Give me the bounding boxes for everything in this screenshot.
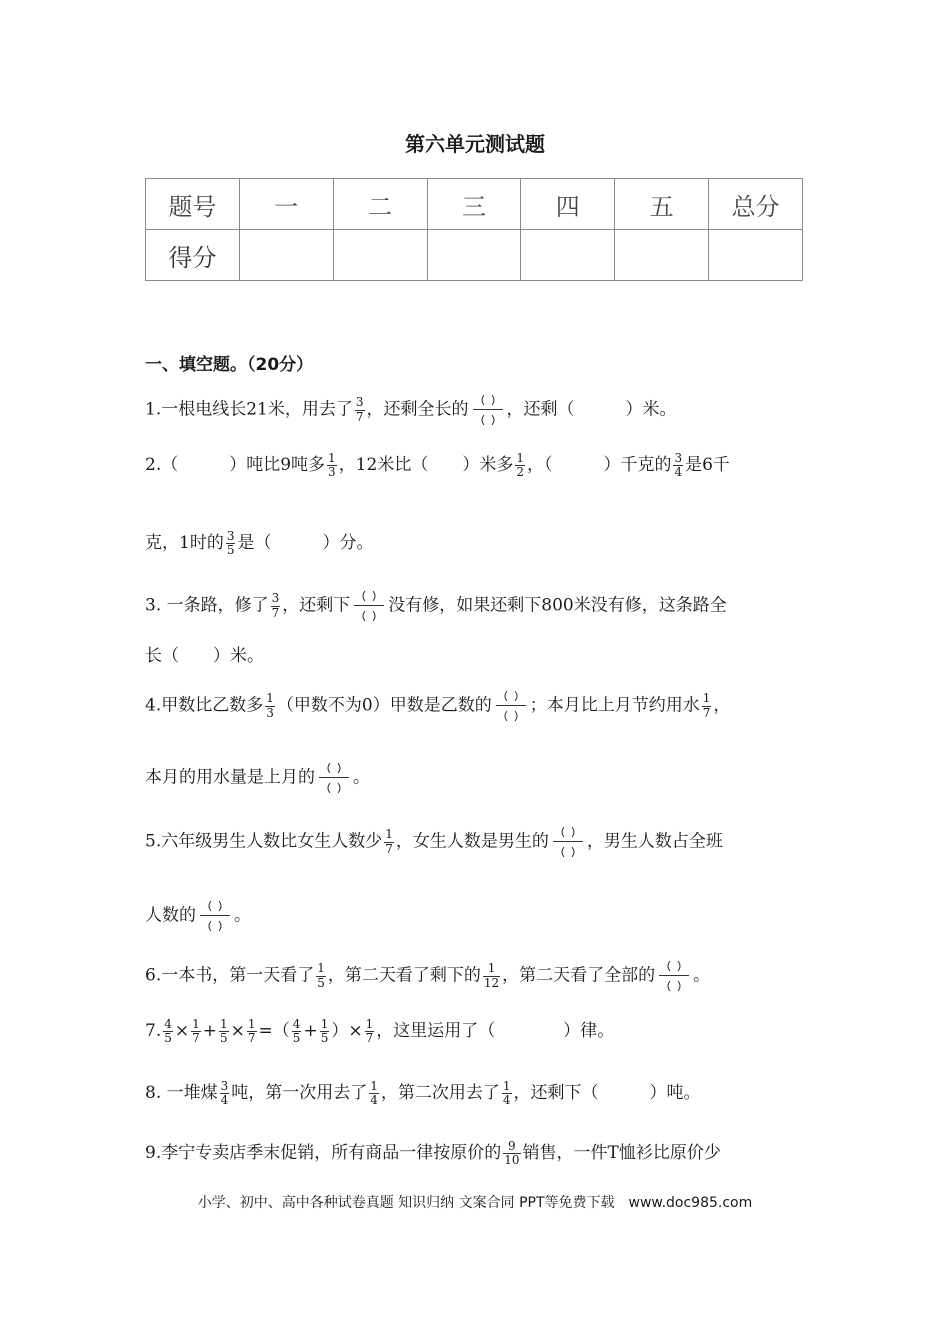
text: 。 xyxy=(693,965,711,986)
score-table-header-row xyxy=(146,179,803,230)
section-heading: 一、填空题。（20分） xyxy=(145,355,314,375)
fraction: $\frac{3}{4}$ xyxy=(220,1079,229,1108)
fraction: $\frac{1}{7}$ xyxy=(365,1017,374,1046)
text: 没有修，如果还剩下800米没有修，这条路全 xyxy=(388,595,727,616)
blank-fraction xyxy=(200,898,230,934)
text: ，男生人数占全班 xyxy=(586,831,723,852)
text: 是6千 xyxy=(685,455,730,476)
question-9 xyxy=(145,1140,721,1167)
fraction: $\frac{9}{10}$ xyxy=(504,1139,520,1168)
text: 是（ ）分。 xyxy=(237,533,374,554)
text: 。 xyxy=(353,767,370,788)
text: 7. xyxy=(145,1021,162,1042)
score-table-score-row xyxy=(146,230,803,281)
text: ） xyxy=(331,1021,349,1042)
question-5 xyxy=(145,824,723,860)
blank-fraction xyxy=(354,588,384,624)
blank-fraction xyxy=(473,392,503,428)
fraction: $\frac{1}{4}$ xyxy=(502,1079,511,1108)
question-4-cont xyxy=(145,760,370,796)
blank-fraction xyxy=(659,958,689,994)
score-cell xyxy=(521,230,615,281)
text: ，还剩下（ ）吨。 xyxy=(513,1083,701,1104)
text: 。 xyxy=(234,905,251,926)
text: ，第二天看了剩下的 xyxy=(327,965,481,986)
text: ，还剩全长的 xyxy=(366,399,469,420)
text: ，还剩（ ）米。 xyxy=(506,399,677,420)
text: ，（ ）千克的 xyxy=(526,455,672,476)
plus-sign: + xyxy=(202,1021,218,1042)
question-3 xyxy=(145,588,727,624)
fraction: $\frac{1}{5}$ xyxy=(220,1017,228,1046)
fraction: $\frac{1}{12}$ xyxy=(483,961,500,990)
question-7 xyxy=(145,1018,614,1045)
fraction: $\frac{3}{7}$ xyxy=(355,395,364,424)
page-title: 第六单元测试题 xyxy=(405,132,545,156)
text: 克，1时的 xyxy=(145,533,224,554)
score-cell xyxy=(709,230,803,281)
score-cell xyxy=(427,230,521,281)
text: ，女生人数是男生的 xyxy=(395,831,549,852)
fraction: $\frac{4}{5}$ xyxy=(164,1017,172,1046)
question-1 xyxy=(145,392,677,428)
text: 长（ ）米。 xyxy=(145,646,264,666)
text: ，第二次用去了 xyxy=(380,1083,500,1104)
fraction: $\frac{1}{7}$ xyxy=(247,1017,256,1046)
text: =（ xyxy=(258,1021,290,1042)
header-cell: 二 xyxy=(333,179,427,230)
text: 6.一本书，第一天看了 xyxy=(145,965,315,986)
plus-sign: + xyxy=(303,1021,318,1042)
text: 本月的用水量是上月的 xyxy=(145,767,315,788)
header-cell: 三 xyxy=(427,179,521,230)
question-4 xyxy=(145,688,730,724)
times-sign: × xyxy=(348,1021,363,1042)
text: 2.（ ）吨比9吨多 xyxy=(145,455,326,476)
text: 8. 一堆煤 xyxy=(145,1083,218,1104)
fraction: $\frac{3}{4}$ xyxy=(674,451,683,480)
row-label: 得分 xyxy=(146,230,240,281)
question-3-cont xyxy=(145,648,264,665)
fraction: $\frac{3}{7}$ xyxy=(271,591,280,620)
question-6 xyxy=(145,958,710,994)
fraction: $\frac{1}{7}$ xyxy=(702,691,711,720)
text: 吨，第一次用去了 xyxy=(231,1083,368,1104)
score-table xyxy=(145,178,803,281)
fraction: $\frac{1}{7}$ xyxy=(385,827,393,856)
fraction: $\frac{1}{5}$ xyxy=(320,1017,329,1046)
question-2 xyxy=(145,452,730,479)
header-cell: 四 xyxy=(521,179,615,230)
text: ，12米比（ ）米多 xyxy=(338,455,514,476)
text: 人数的 xyxy=(145,905,196,926)
footer: 小学、初中、高中各种试卷真题 知识归纳 文案合同 PPT等免费下载 www.doc985.com xyxy=(197,1195,753,1211)
text: ，还剩下 xyxy=(282,595,351,616)
times-sign: × xyxy=(230,1021,245,1042)
blank-fraction xyxy=(319,760,349,796)
text: （甲数不为0）甲数是乙数的 xyxy=(276,695,492,716)
fraction: $\frac{1}{3}$ xyxy=(328,451,336,480)
text: 4.甲数比乙数多 xyxy=(145,695,264,716)
fraction: $\frac{1}{4}$ xyxy=(370,1079,378,1108)
text: 5.六年级男生人数比女生人数少 xyxy=(145,831,383,852)
question-2-cont xyxy=(145,530,373,557)
fraction: $\frac{3}{5}$ xyxy=(226,529,235,558)
fraction: $\frac{4}{5}$ xyxy=(292,1017,301,1046)
fraction: $\frac{1}{3}$ xyxy=(266,691,274,720)
text: 销售，一件T恤衫比原价少 xyxy=(522,1143,721,1164)
header-cell: 题号 xyxy=(146,179,240,230)
question-5-cont xyxy=(145,898,251,934)
header-cell: 总分 xyxy=(709,179,803,230)
text: ，第二天看了全部的 xyxy=(502,965,656,986)
text: ，这里运用了（ ）律。 xyxy=(376,1021,615,1042)
score-cell xyxy=(333,230,427,281)
question-8 xyxy=(145,1080,701,1107)
header-cell: 五 xyxy=(615,179,709,230)
fraction: $\frac{1}{7}$ xyxy=(192,1017,200,1046)
text: 1.一根电线长21米，用去了 xyxy=(145,399,353,420)
score-cell xyxy=(239,230,333,281)
fraction: $\frac{1}{5}$ xyxy=(317,961,325,990)
blank-fraction xyxy=(553,824,583,860)
fraction: $\frac{1}{2}$ xyxy=(516,451,524,480)
blank-fraction xyxy=(496,688,526,724)
text: 9.李宁专卖店季末促销，所有商品一律按原价的 xyxy=(145,1143,502,1164)
header-cell: 一 xyxy=(239,179,333,230)
text: 3. 一条路，修了 xyxy=(145,595,269,616)
text: ， xyxy=(713,695,731,716)
text: ；本月比上月节约用水 xyxy=(529,695,700,716)
times-sign: × xyxy=(174,1021,190,1042)
score-cell xyxy=(615,230,709,281)
